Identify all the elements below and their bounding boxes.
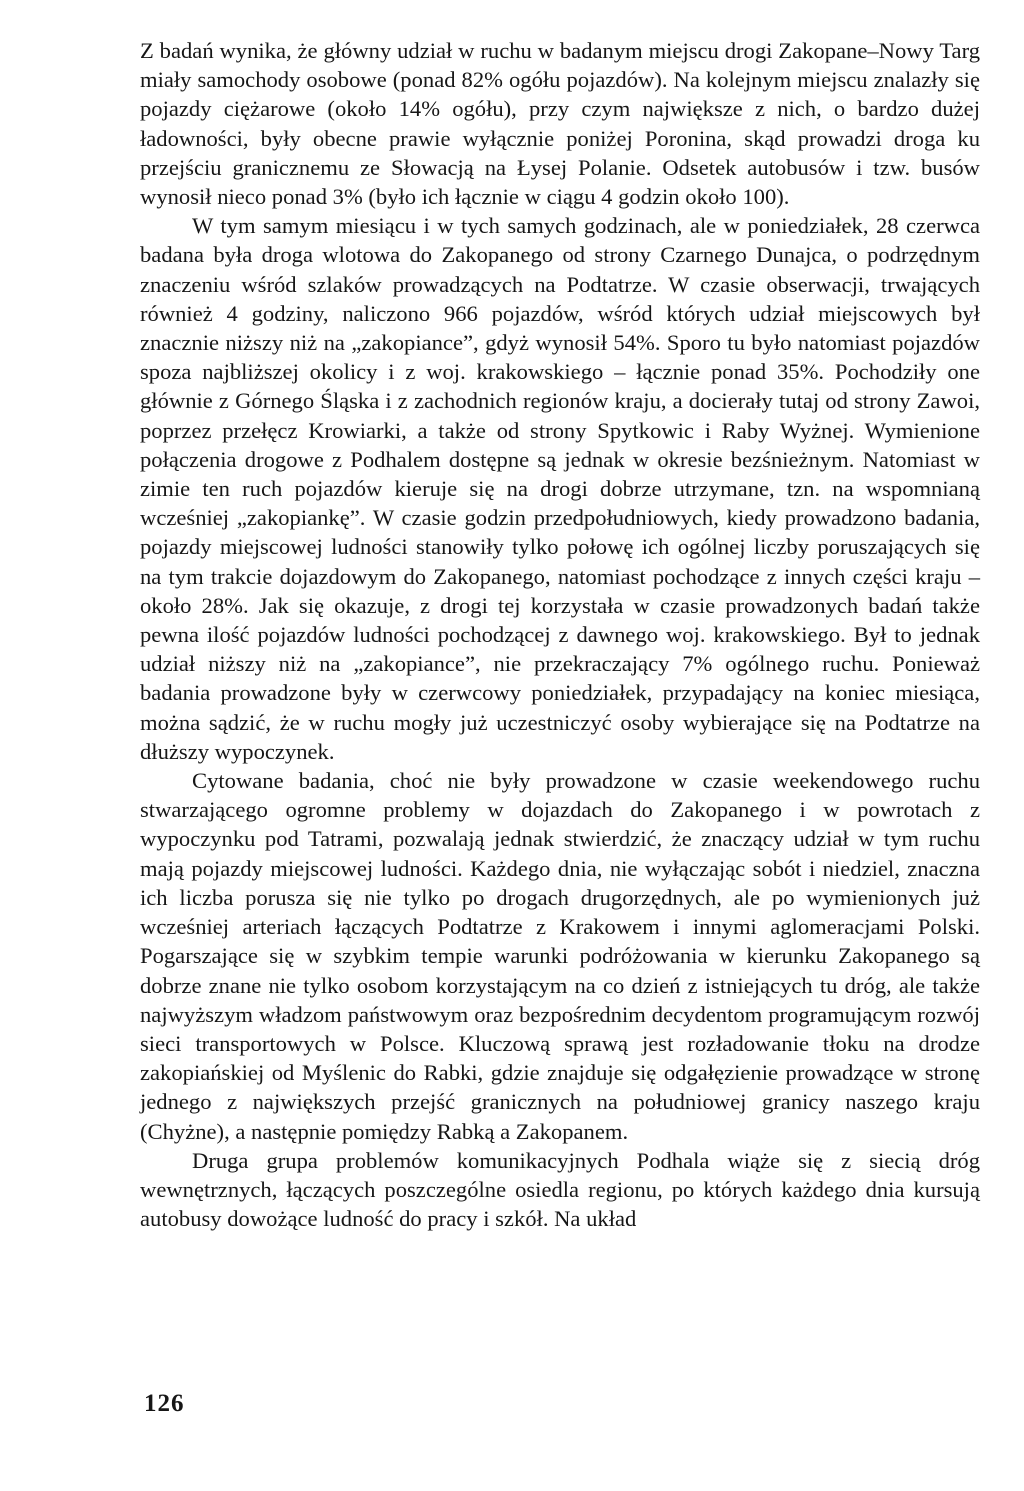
page-number: 126 — [144, 1390, 185, 1417]
paragraph-3: Cytowane badania, choć nie były prowadzone w czasie weekendowego ruchu stwarzającego ogromne problemy w dojazdach do Zakopanego i w powrotach z wypoczynku pod Tatrami, pozwalają jednak stwierdzić, że znaczący udział w tym ruchu mają pojazdy miejscowej ludności. Każdego dnia, nie wyłączając sobót i niedziel, znaczna ich liczba porusza się nie tylko po drogach drugorzędnych, ale po wymienionych już wcześniej arteriach łączących Podtatrze z Krakowem i innymi aglomeracjami Polski. Pogarszające się w szybkim tempie warunki podróżowania w kierunku Zakopanego są dobrze znane nie tylko osobom korzystającym na co dzień z istniejących tu dróg, ale także najwyższym władzom państwowym oraz bezpośrednim decydentom programującym rozwój sieci transportowych w Polsce. Kluczową sprawą jest rozładowanie tłoku na drodze zakopiańskiej od Myślenic do Rabki, gdzie znajduje się odgałęzienie prowadzące w stronę jednego z największych przejść granicznych na południowej granicy naszego kraju (Chyżne), a następnie pomiędzy Rabką a Zakopanem. — [140, 768, 980, 1144]
paragraph-1: Z badań wynika, że główny udział w ruchu w badanym miejscu drogi Zakopane–Nowy Targ miały samochody osobowe (ponad 82% ogółu pojazdów). Na kolejnym miejscu znalazły się pojazdy ciężarowe (około 14% ogółu), przy czym największe z nich, o bardzo dużej ładowności, były obecne prawie wyłącznie poniżej Poronina, skąd prowadzi droga ku przejściu granicznemu ze Słowacją na Łysej Polanie. Odsetek autobusów i tzw. busów wynosił nieco ponad 3% (było ich łącznie w ciągu 4 godzin około 100). — [140, 38, 980, 210]
body-text — [140, 36, 980, 1233]
paragraph-4: Druga grupa problemów komunikacyjnych Podhala wiąże się z siecią dróg wewnętrznych, łączących poszczególne osiedla regionu, po których każdego dnia kursują autobusy dowożące ludność do pracy i szkół. Na układ — [140, 1147, 980, 1232]
paragraph-2: W tym samym miesiącu i w tych samych godzinach, ale w poniedziałek, 28 czerwca badana była droga wlotowa do Zakopanego od strony Czarnego Dunajca, o podrzędnym znaczeniu wśród szlaków prowadzących na Podtatrze. W czasie obserwacji, trwających również 4 godziny, naliczono 966 pojazdów, wśród których udział miejscowych był znacznie niższy niż na „zakopiance”, gdyż wynosił 54%. Sporo tu było natomiast pojazdów spoza najbliższej okolicy i z woj. krakowskiego – łącznie ponad 35%. Pochodziły one głównie z Górnego Śląska i z zachodnich regionów kraju, a docierały tutaj od strony Zawoi, poprzez przełęcz Krowiarki, a także od strony Spytkowic i Raby Wyżnej. Wymienione połączenia drogowe z Podhalem dostępne są jednak w okresie bezśnieżnym. Natomiast w zimie ten ruch pojazdów kieruje się na drogi dobrze utrzymane, tzn. na wspomnianą wcześniej „zakopiankę”. W czasie godzin przedpołudniowych, kiedy prowadzono badania, pojazdy miejscowej ludności stanowiły tylko połowę ich ogólnej liczby poruszających się na tym trakcie dojazdowym do Zakopanego, natomiast pochodzące z innych części kraju – około 28%. Jak się okazuje, z drogi tej korzystała w czasie prowadzonych badań także pewna ilość pojazdów ludności pochodzącej z dawnego woj. krakowskiego. Był to jednak udział niższy niż na „zakopiance”, nie przekraczający 7% ogólnego ruchu. Ponieważ badania prowadzone były w czerwcowy poniedziałek, przypadający na koniec miesiąca, można sądzić, że w ruchu mogły już uczestniczyć osoby wybierające się na Podtatrze na dłuższy wypoczynek. — [140, 213, 980, 764]
